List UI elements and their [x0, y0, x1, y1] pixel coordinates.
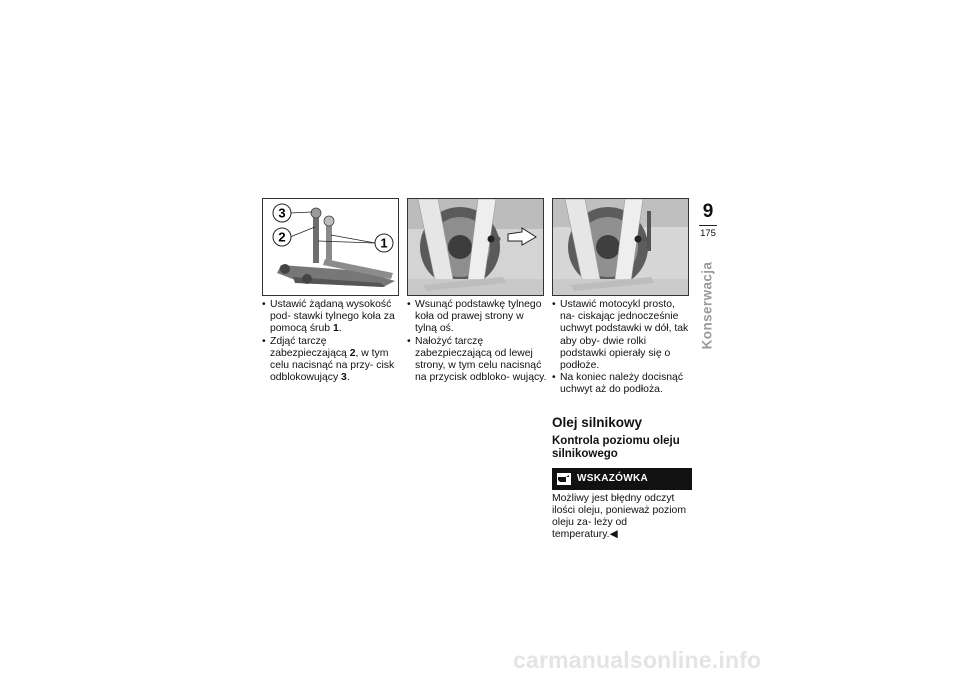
list-item: • Zdjąć tarczę zabezpieczającą 2, w tym celu nacisnąć na przy- cisk odblokowujący 3.: [262, 336, 402, 385]
watermark: carmanualsonline.info: [513, 647, 762, 673]
list-item: • Wsunąć podstawkę tylnego koła od prawej strony w tylną oś.: [407, 299, 547, 336]
note-header: [552, 468, 692, 490]
figure-stand-under-bike: [552, 198, 689, 296]
list-item: • Nałożyć tarczę zabezpieczającą od lewej strony, w tym celu nacisnąć na przycisk odbloko- wujący.: [407, 336, 547, 385]
instruction-list-3: [552, 299, 692, 397]
callout-1: 1: [380, 235, 388, 251]
figure-insert-stand: [407, 198, 544, 296]
column-2: [407, 299, 547, 384]
rear-wheel-photo: [408, 199, 543, 295]
chapter-number: 9: [702, 201, 714, 222]
rear-wheel-photo-2: [553, 199, 688, 295]
instruction-list-1: [262, 299, 402, 384]
ref-number: 1: [332, 323, 339, 335]
callout-2: 2: [278, 229, 286, 245]
column-1: [262, 299, 402, 384]
end-mark-icon: ◀: [609, 529, 618, 541]
list-item: • Na koniec należy docisnąć uchwyt aż do podłoża.: [552, 372, 692, 396]
pointing-hand-icon: [557, 473, 571, 485]
figure-stand-adjustment: [262, 198, 399, 296]
instruction-list-2: [407, 299, 547, 384]
ref-number: 3: [341, 372, 347, 384]
subsection-heading: Kontrola poziomu oleju silnikowego: [552, 434, 680, 461]
note-label: WSKAZÓWKA: [577, 472, 649, 484]
tab-divider: [699, 225, 717, 226]
page-number: 175: [700, 228, 716, 239]
callout-3: 3: [278, 205, 286, 221]
list-item: • Ustawić żądaną wysokość pod- stawki tylnego koła za pomocą śrub 1.: [262, 299, 402, 336]
column-3: [552, 299, 692, 542]
chapter-title: Konserwacja: [699, 261, 715, 350]
section-heading: Olej silnikowy: [552, 414, 643, 430]
stand-illustration: [263, 199, 398, 295]
note-text: Możliwy jest błędny odczyt ilości oleju, ponieważ poziom oleju za- leży od temperatury.◀: [552, 492, 686, 541]
ref-number: 2: [349, 347, 356, 359]
list-item: • Ustawić motocykl prosto, na- ciskając jednocześnie uchwyt podstawki w dół, tak aby oby- dwie rolki podstawki opierały się o podłoże.: [552, 299, 692, 372]
